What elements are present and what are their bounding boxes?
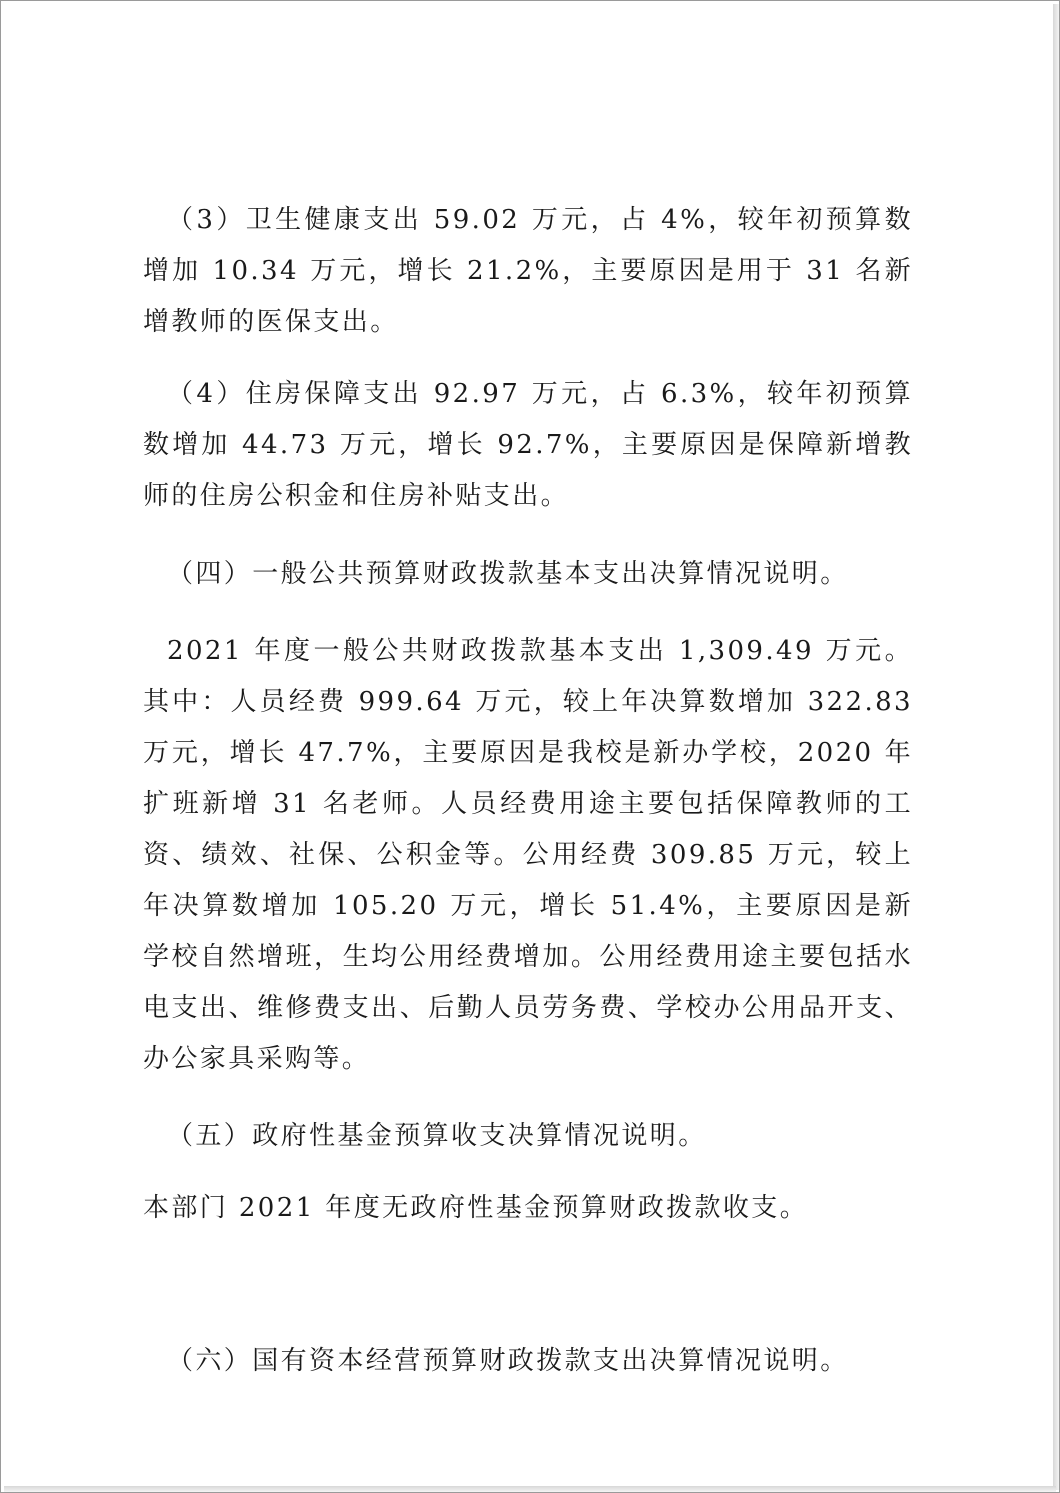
document-body	[143, 195, 913, 1387]
heading-section-four: （四）一般公共预算财政拨款基本支出决算情况说明。	[167, 559, 849, 589]
page-shadow-right	[1053, 4, 1059, 1490]
paragraph-basic-expense: 2021 年度一般公共财政拨款基本支出 1,309.49 万元。其中：人员经费 999.64 万元，较上年决算数增加 322.83 万元，增长 47.7%，主要原因是我校是新办学校，2020 年扩班新增 31 名老师。人员经费用途主要包括保障教师的工资、绩效、社保、公积金等。公用经费 309.85 万元，较上年决算数增加 105.20 万元，增长 51.4%，主要原因是新学校自然增班，生均公用经费增加。公用经费用途主要包括水电支出、维修费支出、后勤人员劳务费、学校办公用品开支、办公家具采购等。	[143, 636, 913, 1074]
heading-section-six: （六）国有资本经营预算财政拨款支出决算情况说明。	[167, 1346, 849, 1376]
paragraph-gov-fund: 本部门 2021 年度无政府性基金预算财政拨款收支。	[143, 1193, 809, 1223]
heading-section-five: （五）政府性基金预算收支决算情况说明。	[167, 1121, 707, 1151]
page-shadow-bottom	[4, 1486, 1056, 1492]
paragraph-health-expense: （3）卫生健康支出 59.02 万元，占 4%，较年初预算数增加 10.34 万元，增长 21.2%，主要原因是用于 31 名新增教师的医保支出。	[143, 205, 913, 337]
paragraph-housing-expense: （4）住房保障支出 92.97 万元，占 6.3%，较年初预算数增加 44.73 万元，增长 92.7%，主要原因是保障新增教师的住房公积金和住房补贴支出。	[143, 379, 913, 511]
